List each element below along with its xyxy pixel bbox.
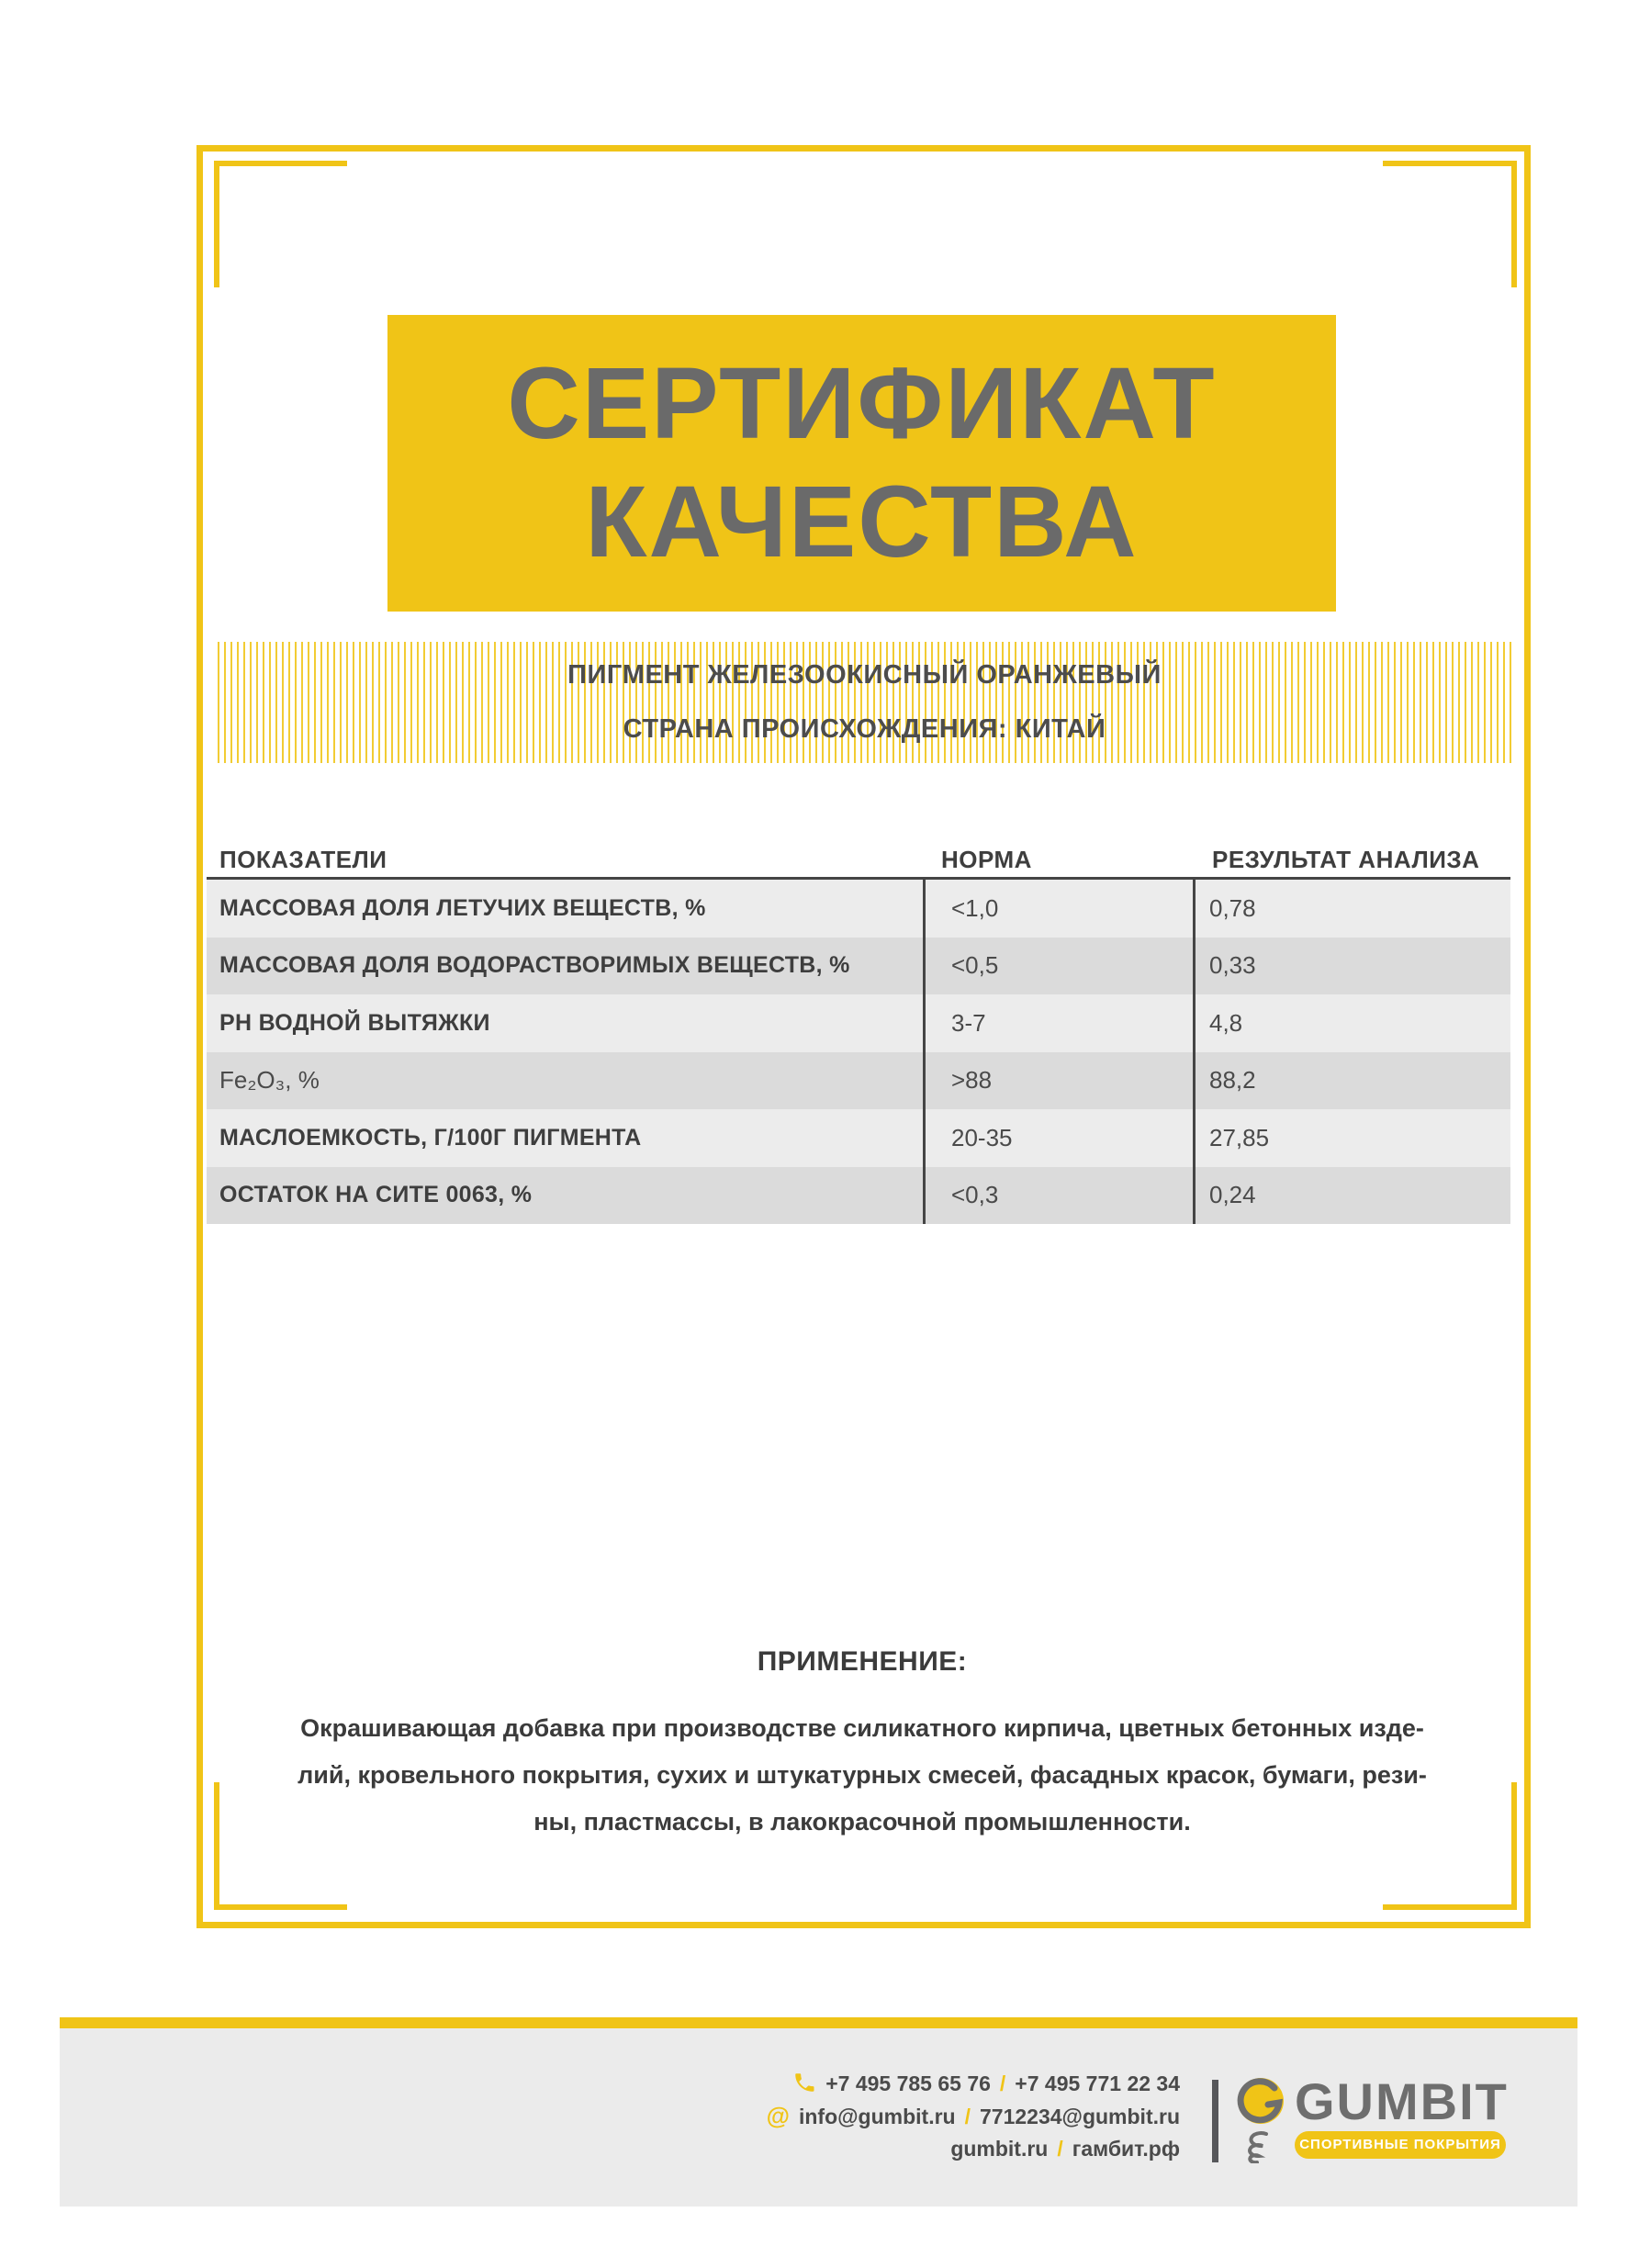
row-result: 88,2 (1193, 1052, 1510, 1110)
column-header-result: РЕЗУЛЬТАТ АНАЛИЗА (1212, 846, 1480, 873)
row-norm: <1,0 (923, 880, 1193, 938)
subtitle-striped-band (218, 642, 1511, 763)
row-label: РН ВОДНОЙ ВЫТЯЖКИ (219, 1009, 490, 1036)
separator-slash: / (999, 2072, 1006, 2095)
application-line: лий, кровельного покрытия, сухих и штукатурных смесей, фасадных красок, бумаги, рези- (297, 1761, 1427, 1789)
application-section (197, 1646, 1527, 1846)
row-norm: <0,3 (923, 1167, 1193, 1225)
certificate-title-box (387, 315, 1336, 612)
row-norm: <0,5 (923, 938, 1193, 995)
table-row (207, 994, 1510, 1052)
footer-vertical-divider (1212, 2080, 1218, 2162)
phone-number-1: +7 495 785 65 76 (825, 2072, 991, 2095)
column-header-norm: НОРМА (941, 846, 1032, 873)
table-row (207, 1167, 1510, 1225)
brand-name: GUMBIT (1295, 2072, 1509, 2130)
website-2: гамбит.рф (1072, 2137, 1180, 2161)
table-row (207, 938, 1510, 995)
phone-icon (792, 2071, 816, 2094)
application-text (197, 1705, 1527, 1846)
website-line (767, 2133, 1180, 2165)
column-header-indicators: ПОКАЗАТЕЛИ (219, 846, 387, 873)
application-line: ны, пластмассы, в лакокрасочной промышленности. (533, 1808, 1191, 1836)
row-label: МАСЛОЕМКОСТЬ, Г/100Г ПИГМЕНТА (219, 1124, 642, 1151)
row-result: 0,24 (1193, 1167, 1510, 1225)
row-norm: >88 (923, 1052, 1193, 1110)
application-heading: ПРИМЕНЕНИЕ: (757, 1646, 968, 1677)
row-norm: 3-7 (923, 994, 1193, 1052)
brand-tagline-pill: СПОРТИВНЫЕ ПОКРЫТИЯ (1295, 2131, 1506, 2159)
page-title-line1: СЕРТИФИКАТ (507, 346, 1217, 460)
row-label: ОСТАТОК НА СИТЕ 0063, % (219, 1182, 533, 1208)
table-row (207, 1109, 1510, 1167)
row-result: 0,78 (1193, 880, 1510, 938)
table-row (207, 880, 1510, 938)
row-norm: 20-35 (923, 1109, 1193, 1167)
table-row (207, 1052, 1510, 1110)
page-title-line2: КАЧЕСТВА (585, 465, 1139, 578)
gumbit-logo-icon (1233, 2077, 1286, 2163)
email-2: 7712234@gumbit.ru (979, 2105, 1180, 2128)
phone-line (767, 2068, 1180, 2100)
results-table (207, 877, 1510, 1224)
row-result: 4,8 (1193, 994, 1510, 1052)
at-icon: @ (766, 2102, 790, 2129)
corner-bracket-top-left (214, 161, 347, 287)
country-of-origin: СТРАНА ПРОИСХОЖДЕНИЯ: КИТАЙ (623, 714, 1106, 744)
row-label: Fe₂O₃, % (219, 1066, 320, 1095)
row-label: МАССОВАЯ ДОЛЯ ЛЕТУЧИХ ВЕЩЕСТВ, % (219, 894, 706, 921)
row-label: МАССОВАЯ ДОЛЯ ВОДОРАСТВОРИМЫХ ВЕЩЕСТВ, % (219, 952, 850, 979)
email-1: info@gumbit.ru (798, 2105, 956, 2128)
table-header-row (207, 841, 1510, 877)
application-line: Окрашивающая добавка при производстве силикатного кирпича, цветных бетонных изде- (300, 1714, 1424, 1742)
corner-bracket-top-right (1383, 161, 1517, 287)
row-result: 27,85 (1193, 1109, 1510, 1167)
phone-number-2: +7 495 771 22 34 (1015, 2072, 1180, 2095)
separator-slash: / (964, 2105, 971, 2128)
website-1: gumbit.ru (950, 2137, 1049, 2161)
product-name: ПИГМЕНТ ЖЕЛЕЗООКИСНЫЙ ОРАНЖЕВЫЙ (567, 660, 1162, 690)
footer-yellow-bar (60, 2017, 1577, 2028)
separator-slash: / (1057, 2137, 1063, 2161)
footer-contacts (767, 2068, 1180, 2165)
row-result: 0,33 (1193, 938, 1510, 995)
email-line (767, 2100, 1180, 2133)
